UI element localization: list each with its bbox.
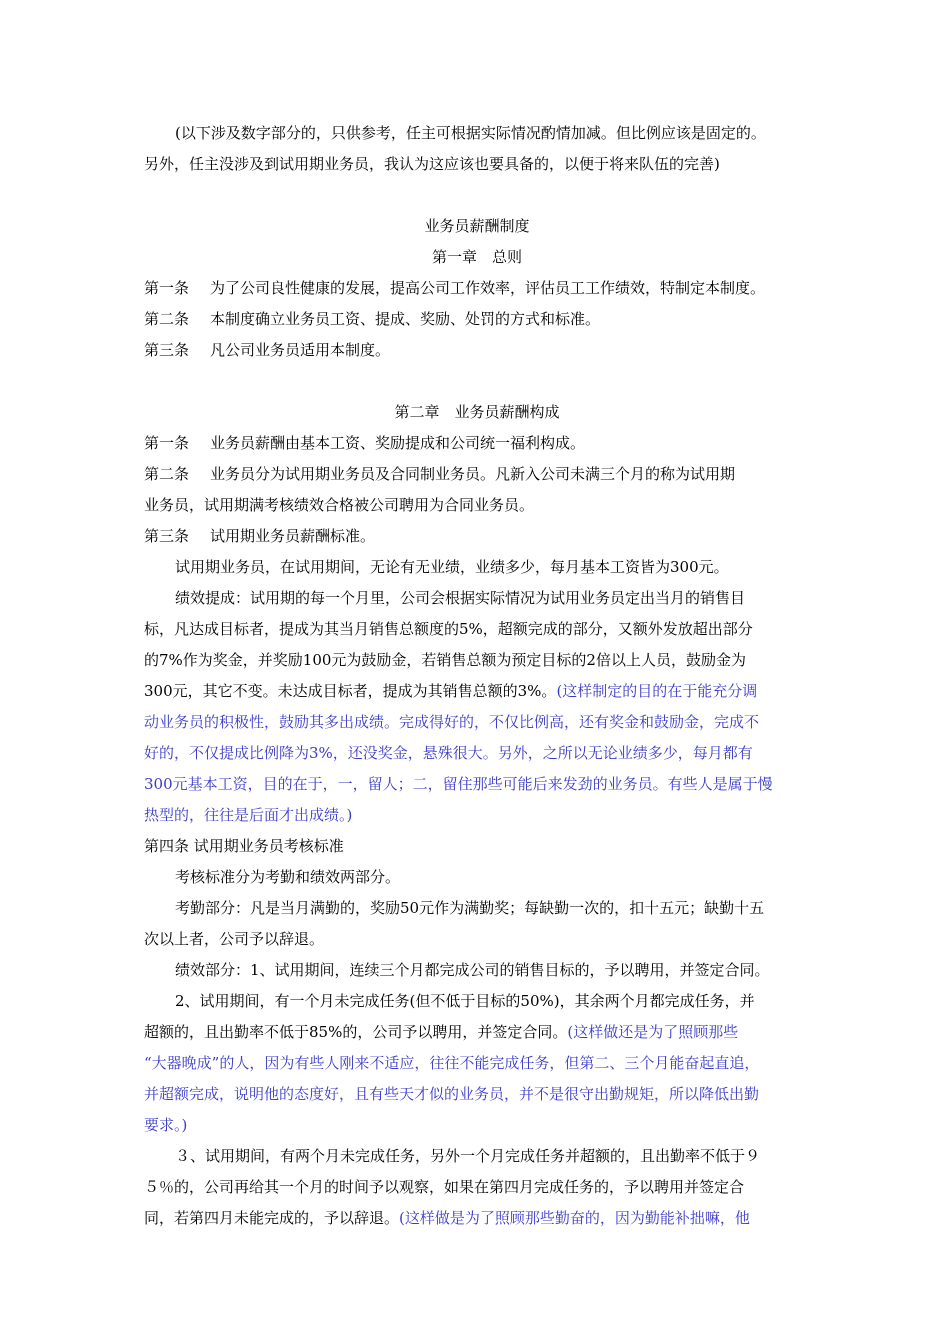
note-1-line-1: 动业务员的积极性，鼓励其多出成绩。完成得好的，不仅比例高，还有奖金和鼓励金，完成不 bbox=[144, 713, 760, 731]
chapter2-article-2 bbox=[144, 459, 810, 490]
performance-line-2: 标，凡达成目标者，提成为其当月销售总额度的5%，超额完成的部分，又额外发放超出部分 bbox=[144, 620, 753, 638]
article-number: 第二条 bbox=[144, 310, 190, 328]
note-1-line-2: 好的，不仅提成比例降为3%，还没奖金，悬殊很大。另外，之所以无论业绩多少，每月都有 bbox=[144, 744, 753, 762]
chapter1-article-3 bbox=[144, 335, 810, 366]
performance-line-1: 绩效提成：试用期的每一个月里，公司会根据实际情况为试用业务员定出当月的销售目 bbox=[175, 589, 746, 607]
chapter2-article-2-cont: 业务员，试用期满考核绩效合格被公司聘用为合同业务员。 bbox=[144, 496, 535, 514]
note-2-line-2: 并超额完成，说明他的态度好，且有些天才似的业务员，并不是很守出勤规矩，所以降低出勤 bbox=[144, 1085, 760, 1103]
kpi-item-1: 绩效部分：1、试用期间，连续三个月都完成公司的销售目标的，予以聘用，并签定合同。 bbox=[175, 961, 770, 979]
preface-line-2: 另外，任主没涉及到试用期业务员，我认为这应该也要具备的，以便于将来队伍的完善) bbox=[144, 155, 720, 173]
standard-paragraph: 考核标准分为考勤和绩效两部分。 bbox=[175, 868, 401, 886]
kpi-item-2-line-1: 2、试用期间，有一个月未完成任务(但不低于目标的50%)，其余两个月都完成任务，并 bbox=[175, 992, 755, 1010]
chapter1-article-1 bbox=[144, 273, 810, 304]
chapter1-heading: 第一章 总则 bbox=[431, 248, 522, 266]
salary-paragraph: 试用期业务员，在试用期间，无论有无业绩，业绩多少，每月基本工资皆为300元。 bbox=[175, 558, 729, 576]
performance-line-3: 的7%作为奖金，并奖励100元为鼓励金，若销售总额为预定目标的2倍以上人员，鼓励金为 bbox=[144, 651, 746, 669]
kpi-item-3-line-3 bbox=[144, 1203, 810, 1234]
kpi-item-2-tail: 超额的，且出勤率不低于85%的，公司予以聘用，并签定合同。 bbox=[144, 1023, 568, 1041]
chapter1-article-2 bbox=[144, 304, 810, 335]
chapter2-heading: 第二章 业务员薪酬构成 bbox=[394, 403, 560, 421]
note-3-start: (这样做是为了照顾那些勤奋的，因为勤能补拙嘛，他 bbox=[399, 1209, 750, 1227]
spacer bbox=[144, 180, 810, 211]
note-2-line-3: 要求。) bbox=[144, 1116, 188, 1134]
article-text: 业务员分为试用期业务员及合同制业务员。凡新入公司未满三个月的称为试用期 bbox=[210, 465, 736, 483]
chapter2-article-3 bbox=[144, 521, 810, 552]
article-text: 试用期业务员薪酬标准。 bbox=[210, 527, 376, 545]
note-1-line-3: 300元基本工资，目的在于，一，留人；二，留住那些可能后来发劲的业务员。有些人是属于慢 bbox=[144, 775, 773, 793]
document-title: 业务员薪酬制度 bbox=[424, 217, 530, 235]
kpi-item-3-tail: 同，若第四月未能完成的，予以辞退。 bbox=[144, 1209, 400, 1227]
article-number: 第一条 bbox=[144, 279, 190, 297]
spacer bbox=[144, 366, 810, 397]
article-text: 业务员薪酬由基本工资、奖励提成和公司统一福利构成。 bbox=[210, 434, 586, 452]
note-1-line-4: 热型的，往往是后面才出成绩。) bbox=[144, 806, 353, 824]
note-2-start: (这样做还是为了照顾那些 bbox=[567, 1023, 739, 1041]
attendance-line-1: 考勤部分：凡是当月满勤的，奖励50元作为满勤奖；每缺勤一次的，扣十五元；缺勤十五 bbox=[175, 899, 765, 917]
article-text: 本制度确立业务员工资、提成、奖励、处罚的方式和标准。 bbox=[210, 310, 601, 328]
article-text: 为了公司良性健康的发展，提高公司工作效率，评估员工工作绩效，特制定本制度。 bbox=[210, 279, 766, 297]
chapter2-article-1 bbox=[144, 428, 810, 459]
performance-line-4 bbox=[144, 676, 810, 707]
article-number: 第一条 bbox=[144, 434, 190, 452]
article-text: 凡公司业务员适用本制度。 bbox=[210, 341, 391, 359]
article-number: 第三条 bbox=[144, 527, 190, 545]
kpi-item-3-line-1: ３、试用期间，有两个月未完成任务，另外一个月完成任务并超额的，且出勤率不低于９ bbox=[175, 1147, 761, 1165]
note-2-line-1: “大器晚成”的人，因为有些人刚来不适应，往往不能完成任务，但第二、三个月能奋起直追， bbox=[144, 1054, 760, 1072]
article-4-heading: 第四条 试用期业务员考核标准 bbox=[144, 837, 344, 855]
attendance-line-2: 次以上者，公司予以辞退。 bbox=[144, 930, 325, 948]
note-1-start: (这样制定的目的在于能充分调 bbox=[556, 682, 758, 700]
document-page bbox=[144, 118, 810, 1234]
article-number: 第三条 bbox=[144, 341, 190, 359]
kpi-item-3-line-2: ５％的，公司再给其一个月的时间予以观察，如果在第四月完成任务的，予以聘用并签定合 bbox=[144, 1178, 745, 1196]
article-number: 第二条 bbox=[144, 465, 190, 483]
kpi-item-2-line-2 bbox=[144, 1017, 810, 1048]
preface-line-1: (以下涉及数字部分的，只供参考，任主可根据实际情况酌情加减。但比例应该是固定的。 bbox=[175, 124, 766, 142]
performance-tail: 300元，其它不变。未达成目标者，提成为其销售总额的3%。 bbox=[144, 682, 557, 700]
